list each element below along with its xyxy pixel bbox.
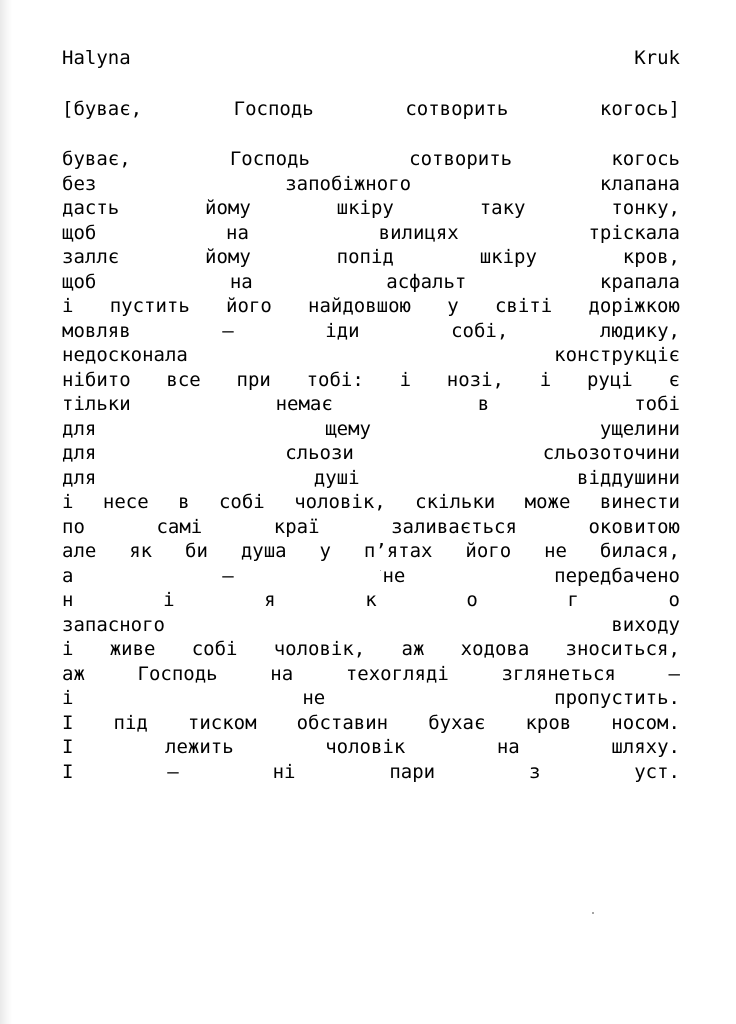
poem-word: в	[178, 491, 190, 513]
author-first-name: Halyna	[62, 47, 131, 69]
poem-word: і	[163, 589, 175, 611]
poem-line	[62, 637, 680, 662]
poem-word: і	[62, 295, 74, 317]
poem-word: в	[477, 393, 490, 415]
poem-word: –	[167, 760, 179, 783]
poem-word: попід	[336, 246, 394, 268]
title-word: Господь	[233, 98, 314, 120]
poem-word: найдовшою	[308, 295, 411, 317]
poem-word: би	[185, 540, 208, 562]
poem-word: тобі:	[306, 368, 364, 391]
poem-word: аж	[62, 662, 85, 685]
poem-line	[62, 147, 680, 172]
poem-word: лежить	[165, 736, 234, 758]
poem-word: п’ятах	[363, 540, 433, 562]
poem-line	[62, 735, 680, 760]
poem-word: крапала	[599, 270, 680, 293]
poem-word: на	[226, 221, 249, 244]
poem-word: і	[62, 687, 74, 709]
poem-word: з	[528, 760, 541, 783]
poem-word: вилицях	[378, 221, 459, 244]
poem-word: людику,	[599, 319, 680, 342]
poem-line	[62, 343, 680, 368]
poem-word: заллє	[62, 246, 120, 268]
poem-word: щему	[325, 417, 371, 440]
poem-word: кров,	[622, 246, 680, 268]
poem-word: доріжкою	[588, 295, 680, 317]
poem-line	[62, 368, 680, 393]
poem-word: самі	[156, 515, 203, 538]
poem-line	[62, 564, 680, 589]
poem-word: йому	[205, 246, 251, 268]
poem-word: його	[226, 295, 272, 317]
poem-word: у	[319, 540, 331, 562]
title-word: [буває,	[62, 98, 143, 120]
poem-word: техогляді	[345, 662, 449, 685]
poem-word: –	[222, 564, 234, 587]
poem-word: клапана	[599, 172, 680, 195]
poem-word: когось	[611, 148, 680, 170]
poem-word: щоб	[62, 270, 97, 293]
title-word: когось]	[599, 98, 680, 120]
poem-word: ні	[272, 760, 296, 783]
poem-line	[62, 662, 680, 687]
poem-word: тріскала	[588, 221, 680, 244]
poem-line	[62, 686, 680, 711]
poem-word: чоловік,	[273, 638, 366, 660]
poem-word: запасного	[62, 613, 165, 636]
poem-word: не	[544, 540, 567, 562]
poem-word: не	[382, 564, 406, 587]
poem-word: бухає	[428, 711, 486, 734]
poem-word: його	[465, 540, 512, 562]
poem-word: сльозоточини	[542, 442, 680, 464]
poem-word: передбачено	[554, 564, 680, 587]
poem-word: тобі	[634, 393, 680, 415]
poem-word: І	[62, 736, 74, 758]
poem-word: нібито	[62, 368, 131, 391]
poem-word: душа	[240, 540, 287, 562]
poem-word: немає	[275, 393, 333, 415]
poem-word: заливається	[391, 515, 517, 538]
poem-word: і	[539, 368, 552, 391]
poem-word: обставин	[296, 711, 389, 734]
poem-body	[62, 147, 680, 784]
poem-line	[62, 417, 680, 442]
poem-word: не	[302, 687, 326, 709]
poem-word: чоловік,	[294, 491, 386, 513]
poem-word: іди	[325, 319, 360, 342]
poem-word: але	[62, 540, 97, 562]
poem-word: я	[264, 589, 276, 611]
poem-word: для	[62, 442, 97, 464]
poem-word: Господь	[229, 148, 310, 170]
poem-word: на	[496, 736, 520, 758]
poem-word: світі	[494, 295, 553, 317]
poem-word: як	[129, 540, 153, 562]
poem-word: зноситься,	[565, 638, 680, 660]
poem-line	[62, 294, 680, 319]
poem-word: носом.	[611, 711, 680, 734]
poem-line	[62, 245, 680, 270]
poem-word: нозі,	[446, 368, 504, 391]
poem-word: оковитою	[588, 515, 680, 538]
poem-word: виходу	[611, 613, 680, 636]
poem-word: руці	[586, 368, 633, 391]
poem-word: душі	[313, 466, 360, 489]
poem-word: ущелини	[599, 417, 680, 440]
poem-word: уст.	[634, 760, 680, 783]
poem-word: І	[62, 760, 74, 783]
poem-word: шляху.	[611, 736, 680, 758]
poem-word: собі,	[451, 319, 509, 342]
poem-line	[62, 613, 680, 638]
poem-word: віддушини	[577, 466, 680, 489]
title-word: сотворить	[405, 98, 509, 120]
poem-word: недосконала	[62, 344, 188, 366]
poem-line	[62, 466, 680, 491]
poem-word: щоб	[62, 221, 97, 244]
poem-word: сотворить	[409, 148, 513, 170]
poem-word: для	[62, 417, 97, 440]
poem-word: кров	[525, 711, 572, 734]
poem-word: собі	[218, 491, 265, 513]
poem-word: буває,	[62, 148, 131, 170]
poem-word: для	[62, 466, 97, 489]
poem-word: шкіру	[479, 246, 537, 268]
poem-word: шкіру	[336, 197, 394, 219]
poem-word: пропустить.	[554, 687, 680, 709]
poem-line	[62, 588, 680, 613]
scan-edge-shadow	[0, 0, 12, 1024]
poem-word: сльози	[285, 442, 354, 464]
poem-line	[62, 270, 680, 295]
poem-word: г	[567, 589, 579, 611]
poem-word: о	[466, 589, 478, 611]
poem-word: пустить	[109, 295, 190, 317]
poem-word: аж	[401, 638, 425, 660]
poem-word: у	[447, 295, 459, 317]
poem-word: все	[166, 368, 201, 391]
poem-word: І	[62, 711, 74, 734]
poem-word: на	[229, 270, 253, 293]
poem-word: собі	[191, 638, 238, 660]
poem-word: тиском	[187, 711, 257, 734]
poem-line	[62, 515, 680, 540]
poem-word: н	[62, 589, 74, 611]
poem-word: і	[399, 368, 412, 391]
poem-word: мовляв	[62, 319, 131, 342]
poem-word: таку	[479, 197, 526, 219]
poem-word: зглянеться	[501, 662, 616, 685]
poem-word: –	[668, 662, 680, 685]
poem-line	[62, 196, 680, 221]
poem-word: йому	[205, 197, 251, 219]
poem-word: скільки	[415, 491, 496, 513]
author-header	[62, 45, 680, 71]
poem-word: билася,	[599, 540, 680, 562]
poem-word: конструкціє	[554, 344, 680, 366]
poem-word: краї	[273, 515, 320, 538]
poem-title	[62, 96, 680, 122]
poem-word: несе	[102, 491, 149, 513]
poem-word: чоловік	[325, 736, 406, 758]
poem-word: о	[668, 589, 680, 611]
poem-line	[62, 711, 680, 736]
author-last-name: Kruk	[634, 47, 680, 69]
poem-word: є	[668, 368, 680, 391]
poem-word: асфальт	[386, 270, 467, 293]
poem-word: може	[524, 491, 571, 513]
poem-word: пари	[389, 760, 436, 783]
poem-word: і	[62, 491, 74, 513]
poem-line	[62, 221, 680, 246]
poem-word: винести	[599, 491, 680, 513]
poem-word: Господь	[137, 662, 218, 685]
poem-line	[62, 539, 680, 564]
scan-speck	[592, 912, 594, 914]
poem-line	[62, 319, 680, 344]
poem-word: без	[62, 172, 97, 195]
poem-word: тонку,	[611, 197, 680, 219]
poem-word: при	[236, 368, 271, 391]
scan-speck	[380, 570, 381, 571]
poem-word: запобіжного	[285, 172, 412, 195]
poem-line	[62, 760, 680, 785]
poem-line	[62, 392, 680, 417]
poem-word: ходова	[460, 638, 530, 660]
poem-word: живе	[109, 638, 156, 660]
poem-line	[62, 490, 680, 515]
poem-line	[62, 172, 680, 197]
poem-word: під	[113, 711, 148, 734]
poem-word: по	[62, 515, 85, 538]
poem-word: к	[365, 589, 377, 611]
poem-word: на	[270, 662, 294, 685]
poem-word: дасть	[62, 197, 120, 219]
poem-line	[62, 441, 680, 466]
poem-word: і	[62, 638, 74, 660]
poem-word: –	[222, 319, 234, 342]
poem-word: тільки	[62, 393, 131, 415]
poem-word: а	[62, 564, 74, 587]
